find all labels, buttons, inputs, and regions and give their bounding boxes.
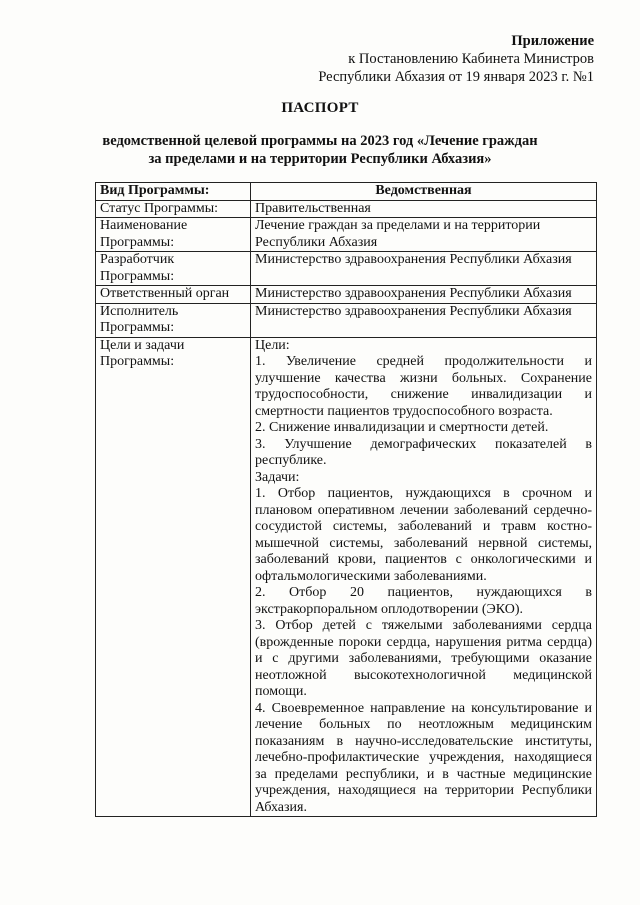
tasks-heading: Задачи: [255, 469, 300, 485]
passport-table [95, 182, 597, 817]
row-value-goals [251, 337, 597, 817]
goal-item-1: 1. Увеличение средней продолжительности и улучшение качества жизни больных. Сохранение трудоспособности, снижение инвалидизации и смертности пациентов трудоспособного возраста. [255, 354, 592, 419]
task-item-2: 2. Отбор 20 пациентов, нуждающихся в экстракорпоральном оплодотворении (ЭКО). [255, 585, 592, 617]
subtitle-line-1: ведомственной целевой программы на 2023 год «Лечение граждан [102, 133, 538, 149]
task-item-3: 3. Отбор детей с тяжелыми заболеваниями сердца (врожденные пороки сердца, нарушения ритма сердца) и с другими заболеваниями, требующими оказание неотложной высокотехнологичной медицинской помощи. [255, 618, 592, 699]
row-value-status: Правительственная [251, 200, 597, 218]
table-row [96, 337, 597, 817]
row-label-goals: Цели и задачи Программы: [96, 337, 251, 817]
row-label-name: Наименование Программы: [96, 218, 251, 252]
row-value-executor: Министерство здравоохранения Республики Абхазия [251, 303, 597, 337]
row-value-name: Лечение граждан за пределами и на территории Республики Абхазия [251, 218, 597, 252]
table-row [96, 218, 597, 252]
document-subtitle [60, 132, 580, 168]
task-item-1: 1. Отбор пациентов, нуждающихся в срочном и плановом оперативном лечении заболеваний сердечно-сосудистой системы, заболеваний и травм костно-мышечной системы, заболеваний нервной системы, заболеваний крови, пациентов с онкологическими и офтальмологическими заболеваниями. [255, 486, 592, 584]
row-label-executor: Исполнитель Программы: [96, 303, 251, 337]
row-value-developer: Министерство здравоохранения Республики Абхазия [251, 252, 597, 286]
table-row [96, 252, 597, 286]
table-header-row [96, 183, 597, 201]
goal-item-2: 2. Снижение инвалидизации и смертности детей. [255, 420, 549, 435]
row-label-responsible: Ответственный орган [96, 286, 251, 304]
header-cell-program-type: Вид Программы: [96, 183, 251, 201]
appendix-line-1: к Постановлению Кабинета Министров [348, 51, 594, 67]
goal-item-3: 3. Улучшение демографических показателей в республике. [255, 436, 592, 468]
table-row [96, 303, 597, 337]
table-row [96, 200, 597, 218]
row-label-developer: Разработчик Программы: [96, 252, 251, 286]
appendix-title: Приложение [511, 33, 594, 49]
document-title: ПАСПОРТ [281, 100, 359, 116]
appendix-block [318, 32, 594, 86]
task-item-4: 4. Своевременное направление на консультирование и лечение больных по неотложным медицинским показаниям в научно-исследовательские институты, лечебно-профилактические учреждения, находящиеся за пределами республики, и в частные медицинские учреждения, находящиеся на территории Республики Абхазия. [255, 700, 592, 815]
goals-heading: Цели: [255, 337, 290, 353]
header-cell-program-type-value: Ведомственная [251, 183, 597, 201]
row-value-responsible: Министерство здравоохранения Республики Абхазия [251, 286, 597, 304]
appendix-line-2: Республики Абхазия от 19 января 2023 г. №1 [318, 69, 594, 85]
table-row [96, 286, 597, 304]
subtitle-line-2: за пределами и на территории Республики Абхазия» [148, 151, 492, 167]
row-label-status: Статус Программы: [96, 200, 251, 218]
